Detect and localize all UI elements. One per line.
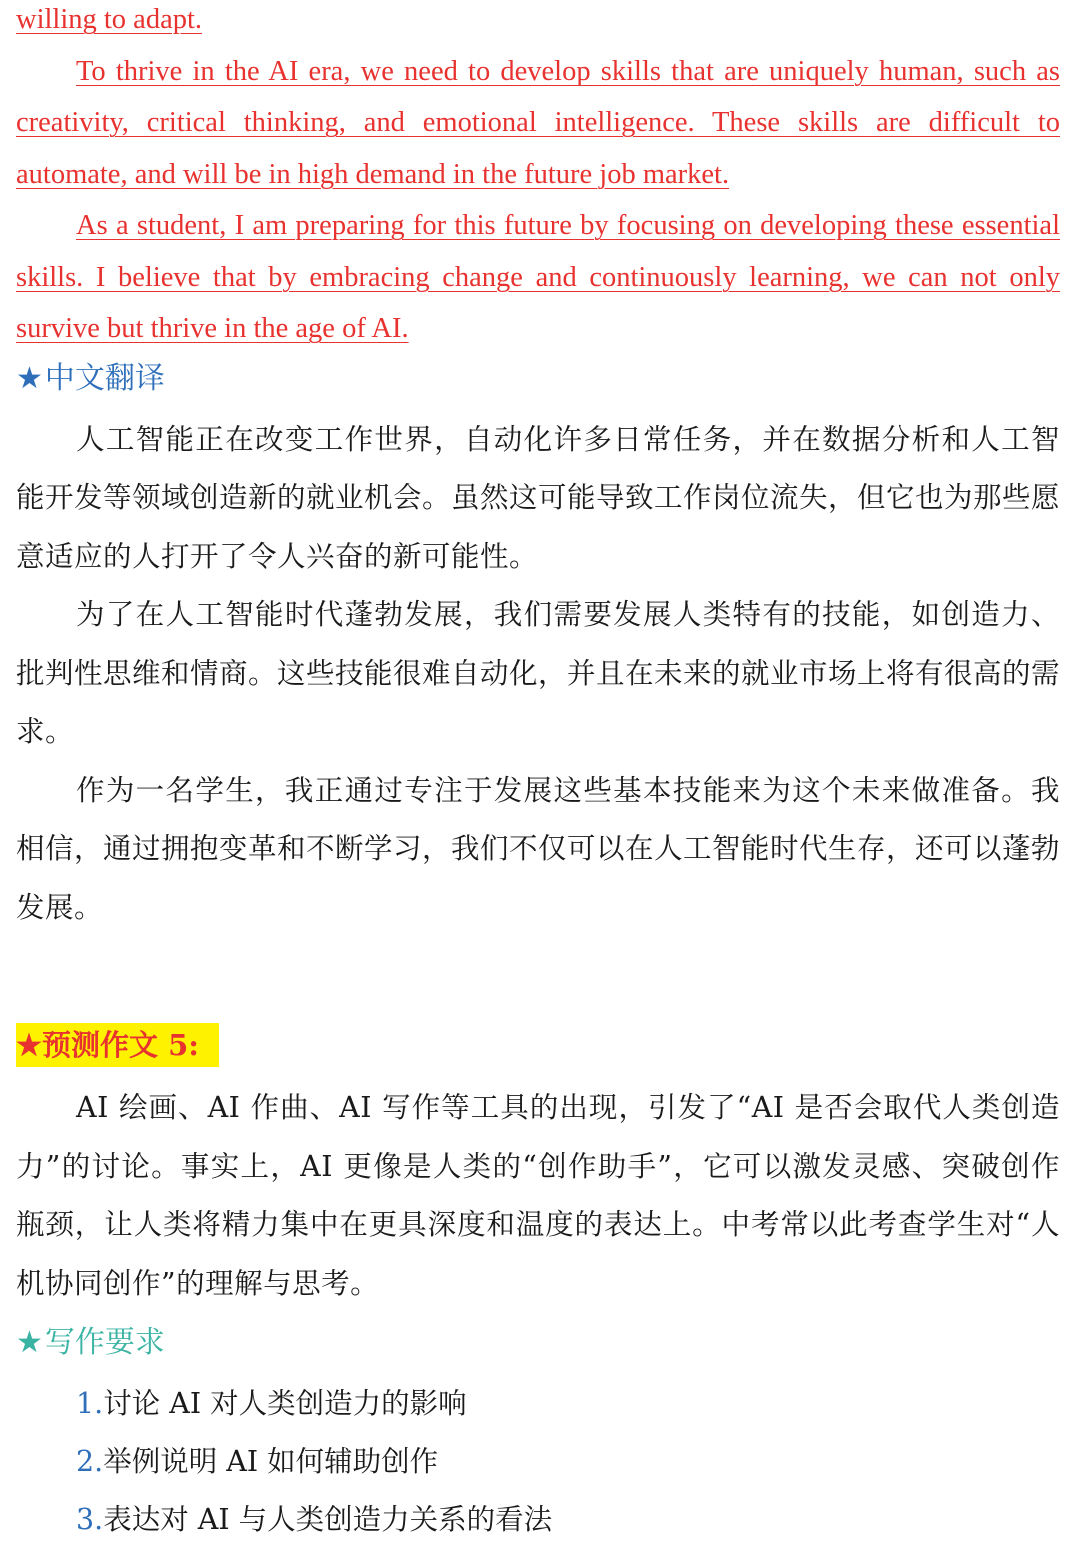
translation-heading <box>16 359 1060 399</box>
english-paragraph-skills: To thrive in the AI era, we need to develop skills that are uniquely human, such as creativity, critical thinking, and emotional intelligence. These skills are difficult to automate, and will be in high demand in the future job market. <box>16 55 1060 190</box>
english-paragraph-student: As a student, I am preparing for this future by focusing on developing these essential skills. I believe that by embracing change and continuously learning, we can not only survive but thrive in the age of AI. <box>16 210 1060 344</box>
requirements-list <box>16 1375 1060 1549</box>
list-item <box>16 1491 1060 1549</box>
prediction-heading <box>16 1023 219 1067</box>
star-icon: ★ <box>16 1325 43 1360</box>
list-item <box>16 1375 1060 1433</box>
star-icon: ★ <box>16 1028 42 1062</box>
translation-heading-label: 中文翻译 <box>44 360 165 396</box>
list-item-text: 举例说明 AI 如何辅助创作 <box>103 1445 439 1478</box>
translation-paragraph-3: 作为一名学生，我正通过专注于发展这些基本技能来为这个未来做准备。我相信，通过拥抱变革和不断学习，我们不仅可以在人工智能时代生存，还可以蓬勃发展。 <box>16 773 1061 924</box>
list-item-number: 1. <box>76 1387 104 1420</box>
requirements-heading-label: 写作要求 <box>44 1325 165 1360</box>
translation-paragraph-1: 人工智能正在改变工作世界，自动化许多日常任务，并在数据分析和人工智能开发等领域创造新的就业机会。虽然这可能导致工作岗位流失，但它也为那些愿意适应的人打开了令人兴奋的新可能性。 <box>16 422 1061 573</box>
list-item <box>16 1433 1060 1491</box>
english-paragraph-tail: willing to adapt. <box>16 4 203 35</box>
list-item-number: 2. <box>76 1445 104 1478</box>
star-icon: ★ <box>16 360 43 396</box>
list-item-text: 讨论 AI 对人类创造力的影响 <box>103 1387 467 1420</box>
list-item-text: 表达对 AI 与人类创造力关系的看法 <box>103 1503 553 1536</box>
prediction-heading-label: 预测作文 5: <box>42 1028 199 1062</box>
document-page <box>16 0 1060 1549</box>
list-item-number: 3. <box>76 1503 104 1536</box>
requirements-heading <box>16 1323 1060 1363</box>
prediction-body: AI 绘画、AI 作曲、AI 写作等工具的出现，引发了“AI 是否会取代人类创造力”的讨论。事实上，AI 更像是人类的“创作助手”，它可以激发灵感、突破创作瓶颈，让人类将精力集中在更具深度和温度的表达上。中考常以此考查学生对“人机协同创作”的理解与思考。 <box>16 1091 1060 1300</box>
translation-paragraph-2: 为了在人工智能时代蓬勃发展，我们需要发展人类特有的技能，如创造力、批判性思维和情商。这些技能很难自动化，并且在未来的就业市场上将有很高的需求。 <box>16 598 1061 748</box>
